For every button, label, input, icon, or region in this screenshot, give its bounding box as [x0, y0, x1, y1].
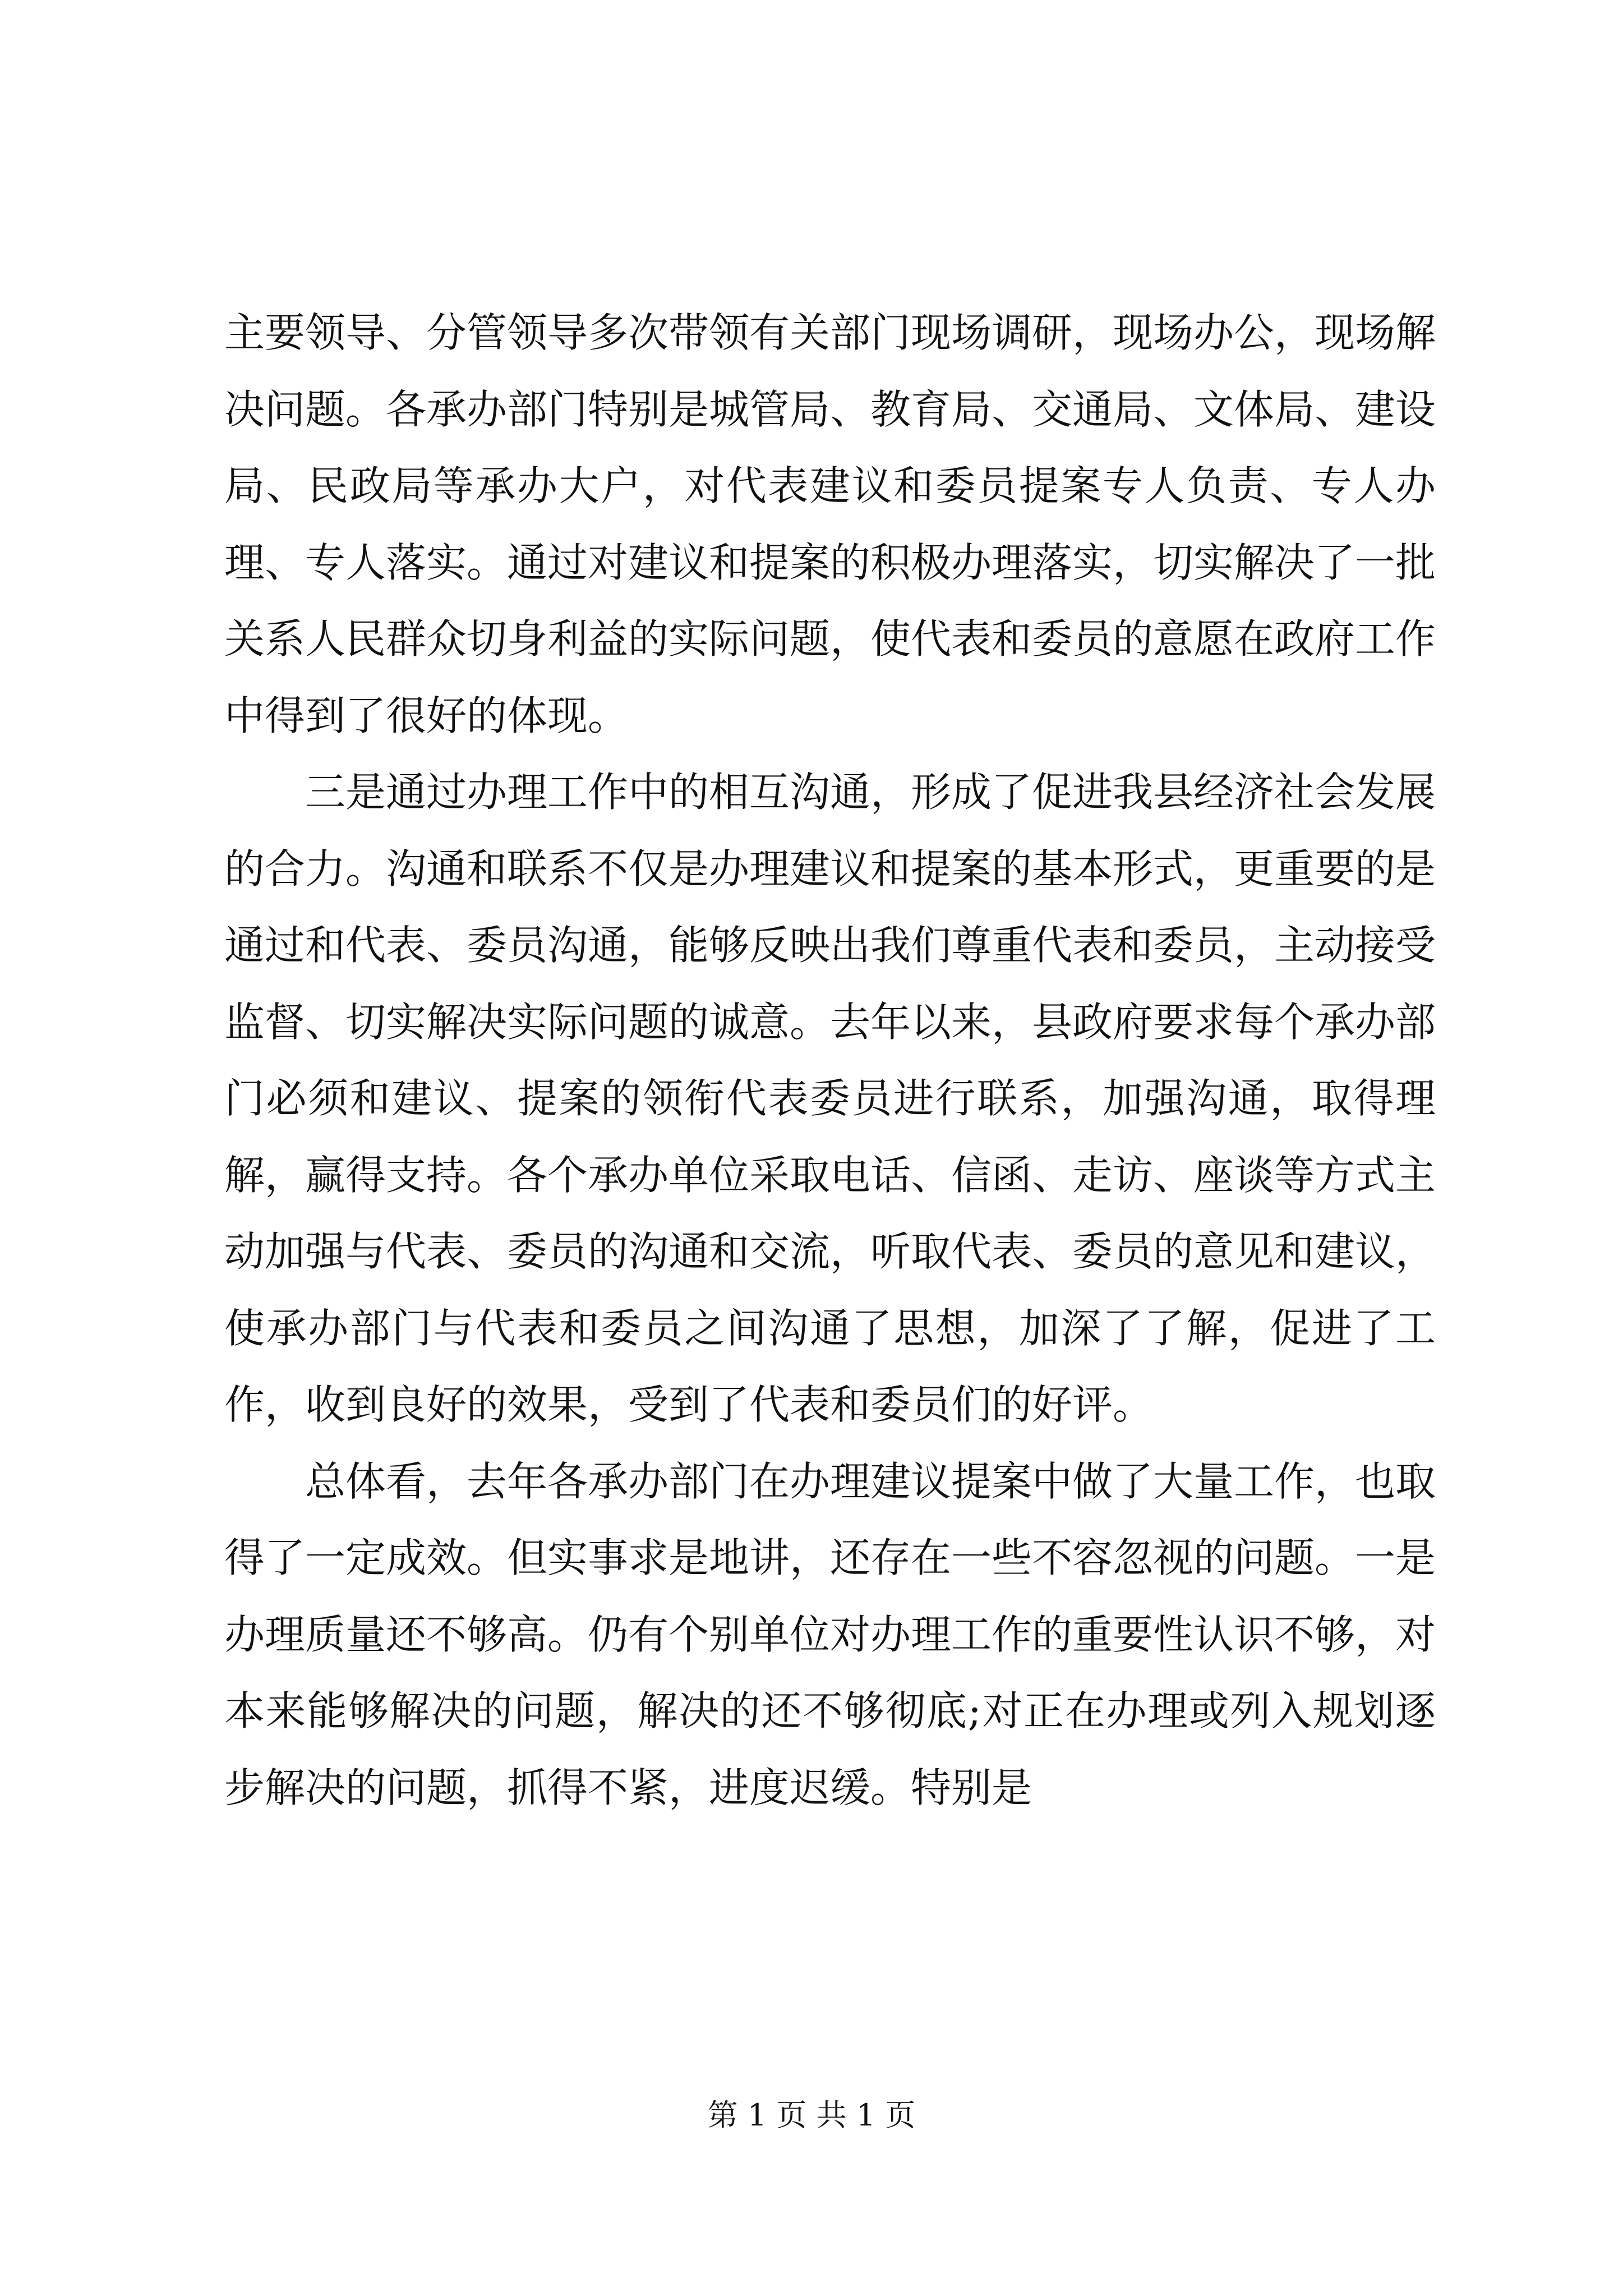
page-footer-number: 第 1 页 共 1 页: [707, 2097, 916, 2133]
paragraph-continuation: 主要领导、分管领导多次带领有关部门现场调研，现场办公，现场解决问题。各承办部门特别是城管局、教育局、交通局、文体局、建设局、民政局等承办大户，对代表建议和委员提案专人负责、专人办理、专人落实。通过对建议和提案的积极办理落实，切实解决了一批关系人民群众切身利益的实际问题，使代表和委员的意愿在政府工作中得到了很好的体现。: [224, 309, 1436, 739]
paragraph-communication: 三是通过办理工作中的相互沟通，形成了促进我县经济社会发展的合力。沟通和联系不仅是办理建议和提案的基本形式，更重要的是通过和代表、委员沟通，能够反映出我们尊重代表和委员，主动接受监督、切实解决实际问题的诚意。去年以来，县政府要求每个承办部门必须和建议、提案的领衔代表委员进行联系，加强沟通，取得理解，赢得支持。各个承办单位采取电话、信函、走访、座谈等方式主动加强与代表、委员的沟通和交流，听取代表、委员的意见和建议，使承办部门与代表和委员之间沟通了思想，加深了了解，促进了工作，收到良好的效果，受到了代表和委员们的好评。: [224, 769, 1436, 1428]
document-body: [224, 295, 1436, 1826]
paragraph-summary: 总体看，去年各承办部门在办理建议提案中做了大量工作，也取得了一定成效。但实事求是地讲，还存在一些不容忽视的问题。一是办理质量还不够高。仍有个别单位对办理工作的重要性认识不够，对本来能够解决的问题，解决的还不够彻底;对正在办理或列入规划逐步解决的问题，抓得不紧，进度迟缓。特别是: [224, 1457, 1436, 1811]
